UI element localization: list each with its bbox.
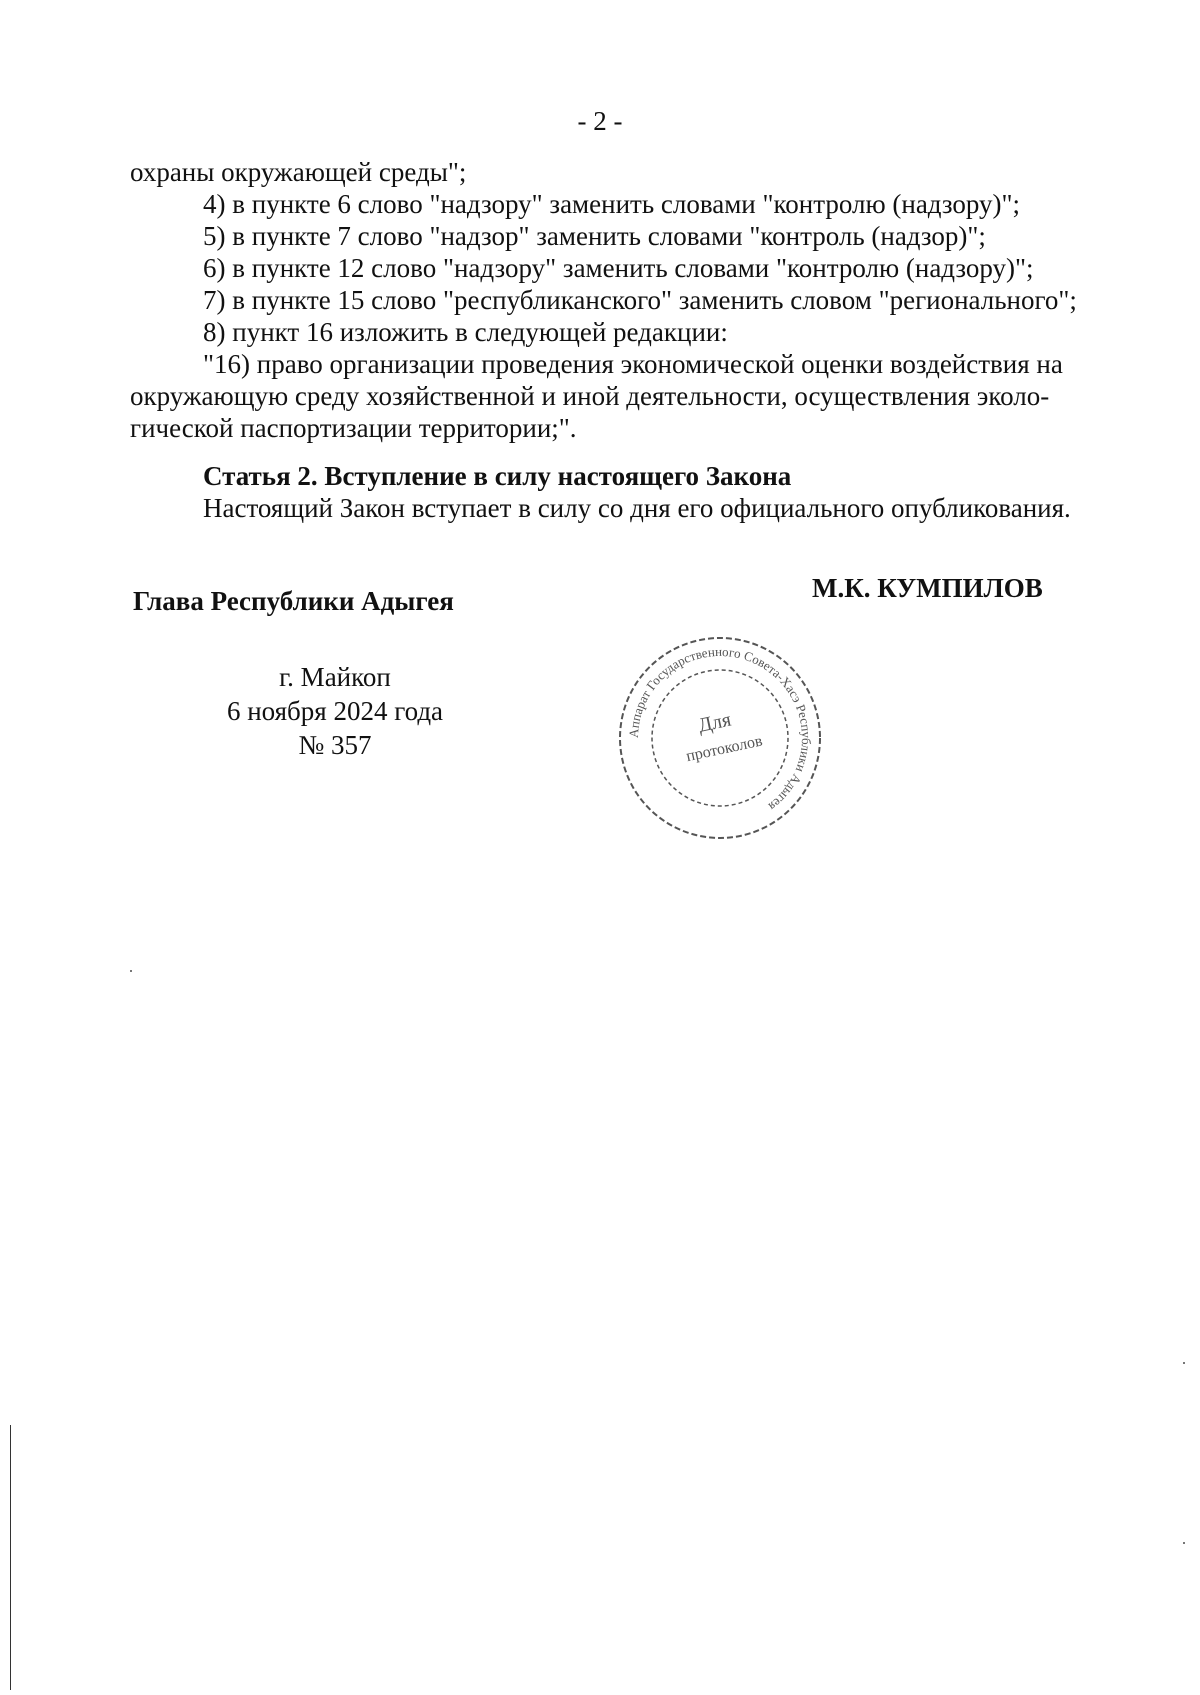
body-line-9: гической паспортизации территории;".: [130, 413, 577, 443]
stamp-center-line-1: Для: [696, 708, 734, 737]
signatory-position: Глава Республики Адыгея: [133, 586, 454, 616]
city: г. Майкоп: [279, 662, 391, 692]
scan-margin-line: [10, 1425, 11, 1690]
body-line-2: 4) в пункте 6 слово "надзору" заменить словами "контролю (надзору)";: [203, 189, 1021, 219]
scan-speck: [1183, 1362, 1185, 1364]
signing-date: 6 ноября 2024 года: [226, 696, 444, 726]
body-line-3: 5) в пункте 7 слово "надзор" заменить словами "контроль (надзор)";: [203, 221, 986, 251]
scan-speck: [130, 970, 132, 972]
scan-speck: [1183, 1542, 1185, 1544]
place-date-block: [200, 660, 470, 762]
body-line-6: 8) пункт 16 изложить в следующей редакции:: [203, 317, 728, 347]
article-2-text: Настоящий Закон вступает в силу со дня его официального опубликования.: [203, 493, 1071, 523]
page-number: - 2 -: [577, 106, 623, 136]
official-stamp: [610, 628, 830, 848]
body-line-5: 7) в пункте 15 слово "республиканского" заменить словом "регионального";: [203, 285, 1077, 315]
law-number: № 357: [298, 730, 372, 760]
body-line-8: окружающую среду хозяйственной и иной деятельности, осуществления эколо-: [130, 381, 1050, 411]
body-line-7: "16) право организации проведения экономической оценки воздействия на: [203, 349, 1063, 379]
article-2-title: Статья 2. Вступление в силу настоящего Закона: [203, 461, 792, 491]
body-line-1: охраны окружающей среды";: [130, 157, 467, 187]
stamp-ring-text: Аппарат Государственного Совета-Хасэ Республики Адыгея: [625, 643, 815, 815]
body-line-4: 6) в пункте 12 слово "надзору" заменить словами "контролю (надзору)";: [203, 253, 1034, 283]
stamp-center-line-2: протоколов: [684, 732, 764, 766]
signatory-name: М.К. КУМПИЛОВ: [812, 573, 1043, 603]
